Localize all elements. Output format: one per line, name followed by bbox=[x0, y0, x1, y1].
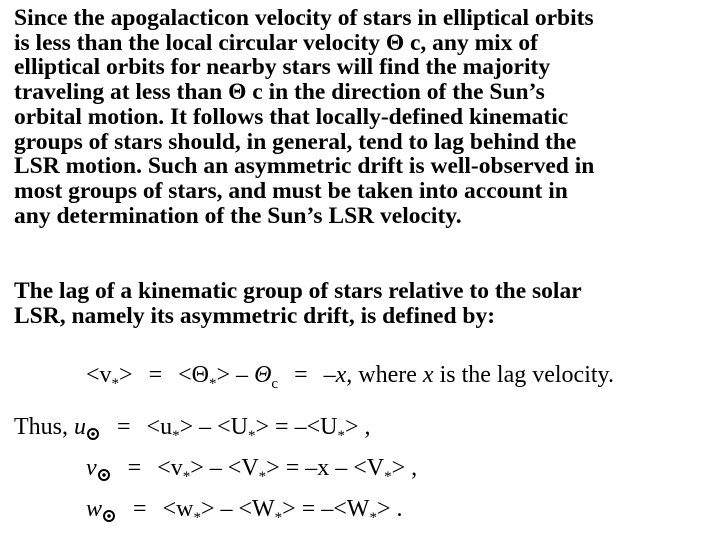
eq-star: * bbox=[182, 469, 191, 485]
paragraph-lag-definition bbox=[14, 279, 714, 328]
eq-star: * bbox=[384, 469, 392, 485]
eq-term: > – <U bbox=[179, 414, 248, 440]
eq-term: > . bbox=[376, 496, 403, 522]
text-line: is less than the local circular velocity Θ c, any mix of bbox=[14, 29, 538, 56]
eq-term: > = –<U bbox=[255, 414, 338, 440]
eq-star: * bbox=[337, 428, 345, 444]
eq-sign: = bbox=[133, 496, 147, 522]
eq-term: > – bbox=[216, 362, 249, 388]
sun-symbol-icon bbox=[98, 469, 110, 481]
eq-sub-c: c bbox=[271, 376, 279, 392]
eq-var-x: x bbox=[422, 362, 434, 388]
eq-term: <v bbox=[157, 455, 183, 481]
sun-symbol-icon bbox=[87, 428, 99, 440]
eq-sign: = bbox=[127, 455, 142, 481]
eq-theta: Θ bbox=[254, 362, 272, 388]
eq-term: > – <V bbox=[190, 455, 259, 481]
text-line: LSR motion. Such an asymmetric drift is well-observed in bbox=[14, 153, 595, 180]
eq-term: <u bbox=[146, 414, 173, 440]
eq-term: <w bbox=[162, 496, 194, 522]
eq-sign: = bbox=[294, 362, 308, 388]
thus-label: Thus, bbox=[14, 414, 68, 440]
paragraph-asymmetric-drift-intro bbox=[14, 6, 714, 228]
eq-text: , where bbox=[346, 362, 417, 388]
equation-u-solar bbox=[14, 414, 371, 444]
text-line: LSR, namely its asymmetric drift, is defined by: bbox=[14, 302, 496, 329]
eq-sign: = bbox=[117, 414, 131, 440]
eq-star: * bbox=[369, 510, 377, 526]
text-line: most groups of stars, and must be taken into account in bbox=[14, 177, 568, 204]
eq-star: * bbox=[248, 428, 256, 444]
eq-var: w bbox=[86, 496, 103, 522]
equation-v-solar bbox=[86, 455, 418, 485]
eq-var: v bbox=[86, 455, 97, 481]
text-line: traveling at less than Θ c in the direction of the Sun’s bbox=[14, 79, 545, 106]
sun-symbol-icon bbox=[103, 510, 115, 522]
equation-lag-definition bbox=[86, 362, 614, 392]
eq-term: > , bbox=[391, 455, 418, 481]
text-line: elliptical orbits for nearby stars will find the majority bbox=[14, 54, 551, 81]
eq-term: > = –<W bbox=[282, 496, 370, 522]
eq-star: * bbox=[172, 428, 180, 444]
eq-term: > , bbox=[344, 414, 371, 440]
eq-term: <v bbox=[86, 362, 112, 388]
eq-sign: = bbox=[148, 362, 163, 388]
text-line: any determination of the Sun’s LSR velocity. bbox=[14, 202, 462, 229]
eq-term: > = –x – <V bbox=[266, 455, 385, 481]
eq-star: * bbox=[193, 510, 201, 526]
eq-var: u bbox=[74, 414, 86, 440]
text-line: The lag of a kinematic group of stars relative to the solar bbox=[14, 278, 582, 304]
text-line: orbital motion. It follows that locally-defined kinematic bbox=[14, 103, 569, 130]
eq-term: –x bbox=[323, 362, 347, 388]
eq-star: * bbox=[209, 376, 217, 392]
eq-star: * bbox=[111, 376, 120, 392]
text-line: groups of stars should, in general, tend to lag behind the bbox=[14, 128, 577, 155]
eq-star: * bbox=[258, 469, 267, 485]
equation-w-solar bbox=[86, 496, 403, 526]
eq-term: > – <W bbox=[200, 496, 275, 522]
eq-text: is the lag velocity. bbox=[439, 362, 614, 388]
text-line: Since the apogalacticon velocity of stars in elliptical orbits bbox=[14, 5, 594, 31]
eq-term: <Θ bbox=[178, 362, 210, 388]
eq-star: * bbox=[274, 510, 283, 526]
eq-term: > bbox=[119, 362, 133, 388]
